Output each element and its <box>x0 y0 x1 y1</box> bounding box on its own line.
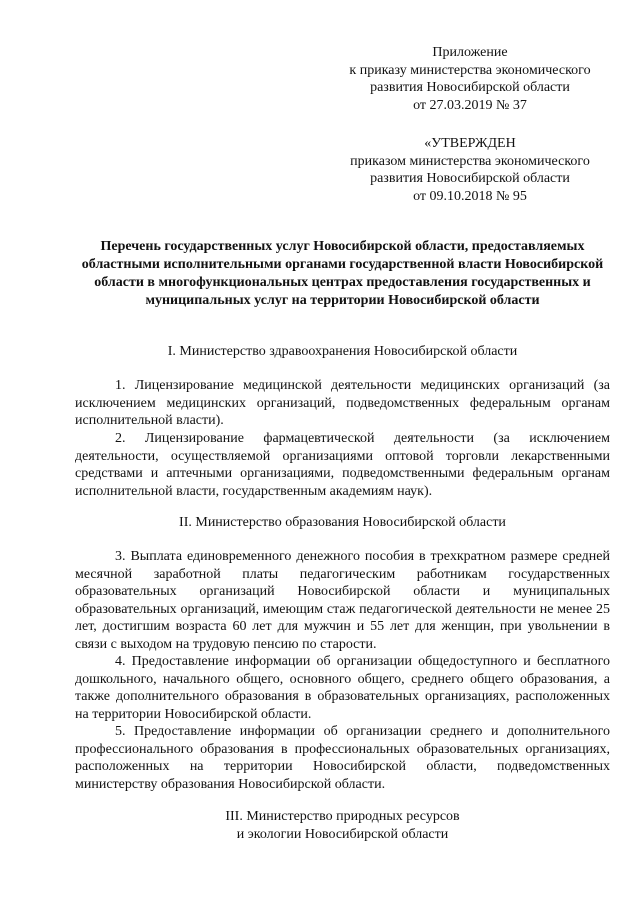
list-item: 5. Предоставление информации об организации среднего и дополнительного профессионального образования в профессиональных образовательных организациях, расположенных на территории Новосибирской области, подведомственных министерству образования Новосибирской области. <box>75 724 610 792</box>
section-heading-3 <box>75 808 610 843</box>
list-item: 2. Лицензирование фармацевтической деятельности (за исключением деятельности, осуществляемой организациями оптовой торговли лекарственными средствами и аптечными организациями, подведомственными федеральным органам исполнительной власти, государственным академиям наук). <box>75 431 610 499</box>
list-item: 3. Выплата единовременного денежного пособия в трехкратном размере средней месячной заработной платы педагогическим работникам государственных образовательных организаций Новосибирской области и муниципальных образовательных организаций, имеющим стаж педагогической деятельности не менее 25 лет, достигшим возраста 60 лет для мужчин и 55 лет для женщин, при увольнении в связи с выходом на трудовую пенсию по старости. <box>75 549 610 652</box>
approval-line: развития Новосибирской области <box>370 171 570 186</box>
appendix-line: к приказу министерства экономического <box>349 62 591 78</box>
approval-line: «УТВЕРЖДЕН <box>424 136 516 151</box>
document-title: Перечень государственных услуг Новосибирской области, предоставляемых областными исполнительными органами государственной власти Новосибирской области в многофункциональных центрах предоставления государственных и муниципальных услуг на территории Новосибирской области <box>81 239 604 308</box>
section-heading-2: II. Министерство образования Новосибирской области <box>179 515 506 530</box>
approval-line: от 09.10.2018 № 95 <box>413 188 527 204</box>
appendix-line: развития Новосибирской области <box>370 80 570 95</box>
section-heading-line: III. Министерство природных ресурсов <box>225 809 460 824</box>
approval-line: приказом министерства экономического <box>350 153 590 169</box>
approval-block <box>335 135 605 205</box>
list-item: 1. Лицензирование медицинской деятельности медицинских организаций (за исключением медицинских организаций, подведомственных федеральным органам исполнительной власти). <box>75 378 610 428</box>
appendix-block <box>335 44 605 114</box>
section-heading-1: I. Министерство здравоохранения Новосибирской области <box>167 344 518 359</box>
appendix-line: от 27.03.2019 № 37 <box>413 97 527 113</box>
list-item: 4. Предоставление информации об организации общедоступного и бесплатного дошкольного, начального общего, основного общего, среднего общего образования, а также дополнительного образования в образовательных организациях, расположенных на территории Новосибирской области. <box>75 654 610 722</box>
appendix-line: Приложение <box>432 45 508 60</box>
section-heading-line: и экологии Новосибирской области <box>236 826 449 842</box>
